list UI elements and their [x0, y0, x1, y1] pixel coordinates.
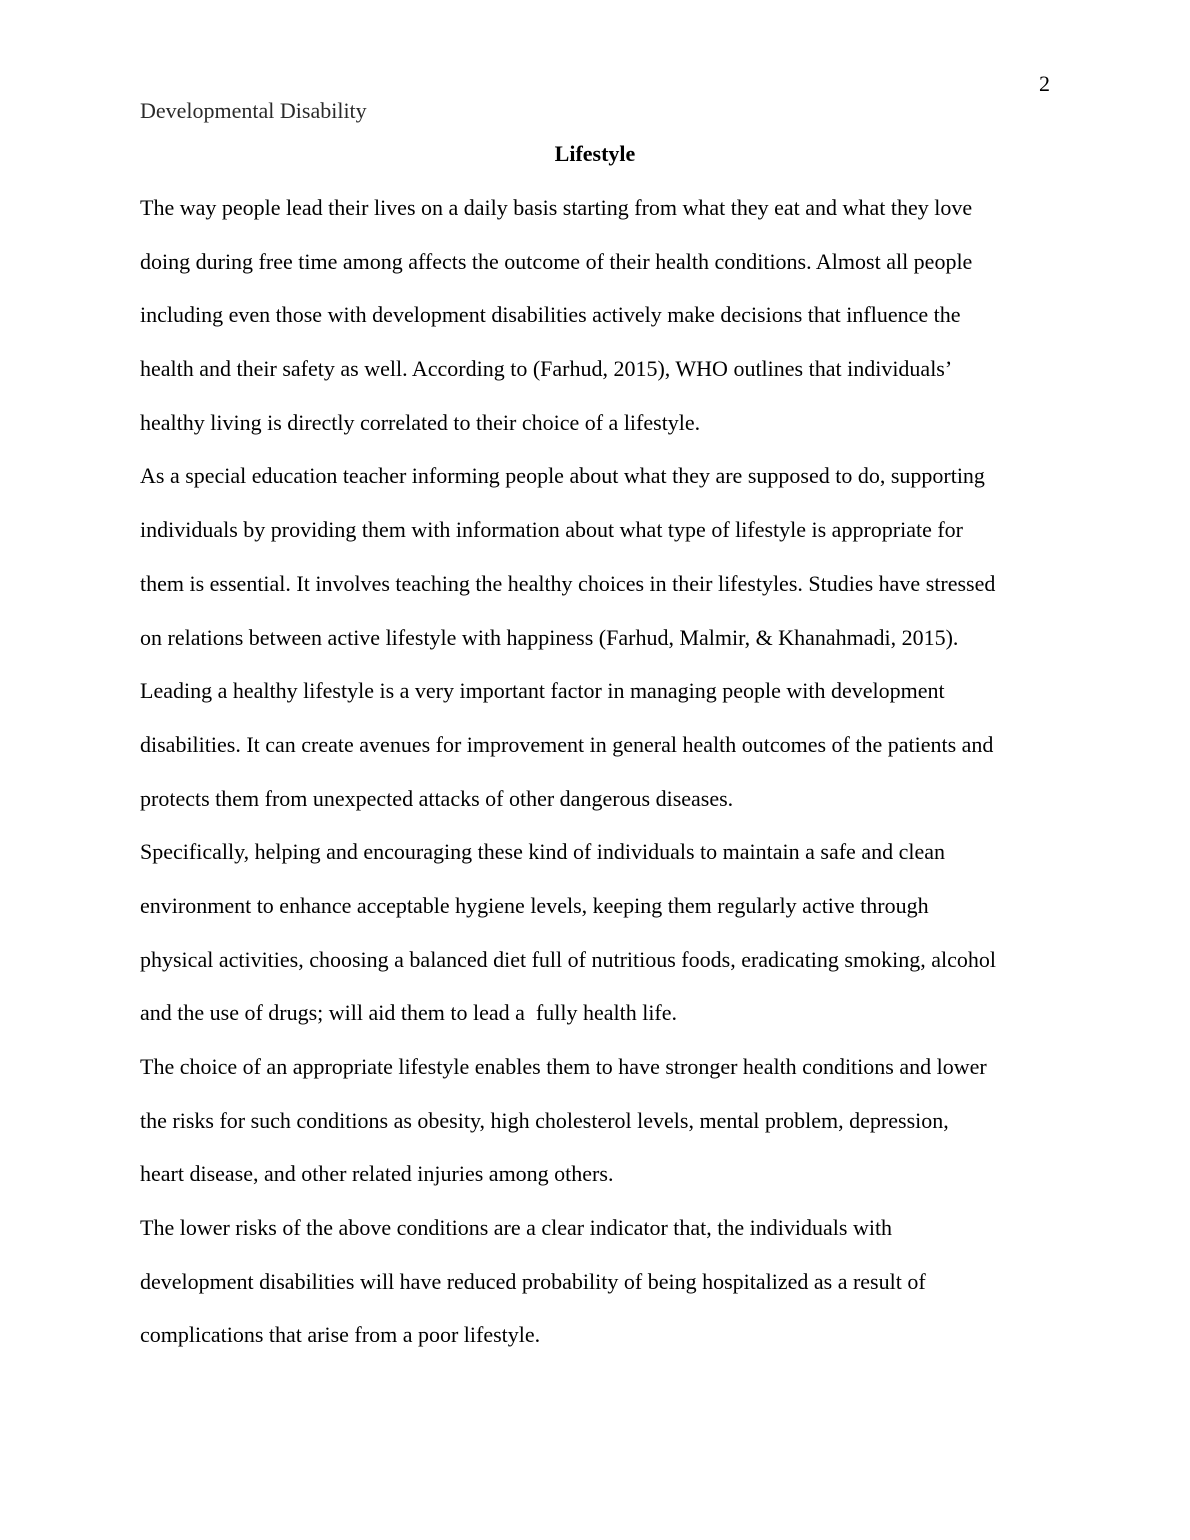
text-line: them is essential. It involves teaching the healthy choices in their lifestyles. Studies have stressed: [140, 570, 996, 596]
text-line: disabilities. It can create avenues for improvement in general health outcomes of the patients and: [140, 731, 994, 757]
text-line: doing during free time among affects the outcome of their health conditions. Almost all people: [140, 248, 973, 274]
text-line: The lower risks of the above conditions are a clear indicator that, the individuals with: [140, 1215, 893, 1241]
text-line: physical activities, choosing a balanced diet full of nutritious foods, eradicating smoking, alcohol: [140, 946, 996, 972]
text-line: including even those with development disabilities actively make decisions that influence the: [140, 302, 961, 328]
text-line: As a special education teacher informing people about what they are supposed to do, supporting: [140, 463, 985, 489]
text-line: on relations between active lifestyle with happiness (Farhud, Malmir, & Khanahmadi, 2015).: [140, 624, 959, 650]
text-line: healthy living is directly correlated to their choice of a lifestyle.: [140, 409, 701, 435]
running-head: Developmental Disability: [140, 98, 367, 123]
text-line: heart disease, and other related injuries among others.: [140, 1161, 614, 1187]
text-line: The choice of an appropriate lifestyle enables them to have stronger health conditions and lower: [140, 1054, 987, 1079]
text-line: protects them from unexpected attacks of other dangerous diseases.: [140, 785, 734, 811]
text-line: individuals by providing them with information about what type of lifestyle is appropriate for: [140, 517, 964, 543]
text-line: health and their safety as well. According to (Farhud, 2015), WHO outlines that individuals’: [140, 356, 953, 382]
text-line: complications that arise from a poor lifestyle.: [140, 1322, 541, 1348]
text-line: the risks for such conditions as obesity, high cholesterol levels, mental problem, depression,: [140, 1107, 949, 1133]
text-line: development disabilities will have reduced probability of being hospitalized as a result of: [140, 1268, 926, 1294]
text-line: Leading a healthy lifestyle is a very important factor in managing people with development: [140, 678, 945, 704]
page-number: 2: [1039, 71, 1050, 96]
section-title: Lifestyle: [554, 141, 636, 166]
text-line: The way people lead their lives on a daily basis starting from what they eat and what they love: [140, 195, 973, 220]
text-line: environment to enhance acceptable hygiene levels, keeping them regularly active through: [140, 892, 929, 918]
text-line: and the use of drugs; will aid them to lead a fully health life.: [140, 1000, 678, 1026]
text-line: Specifically, helping and encouraging these kind of individuals to maintain a safe and clean: [140, 839, 945, 865]
body-text: [140, 181, 1058, 1362]
